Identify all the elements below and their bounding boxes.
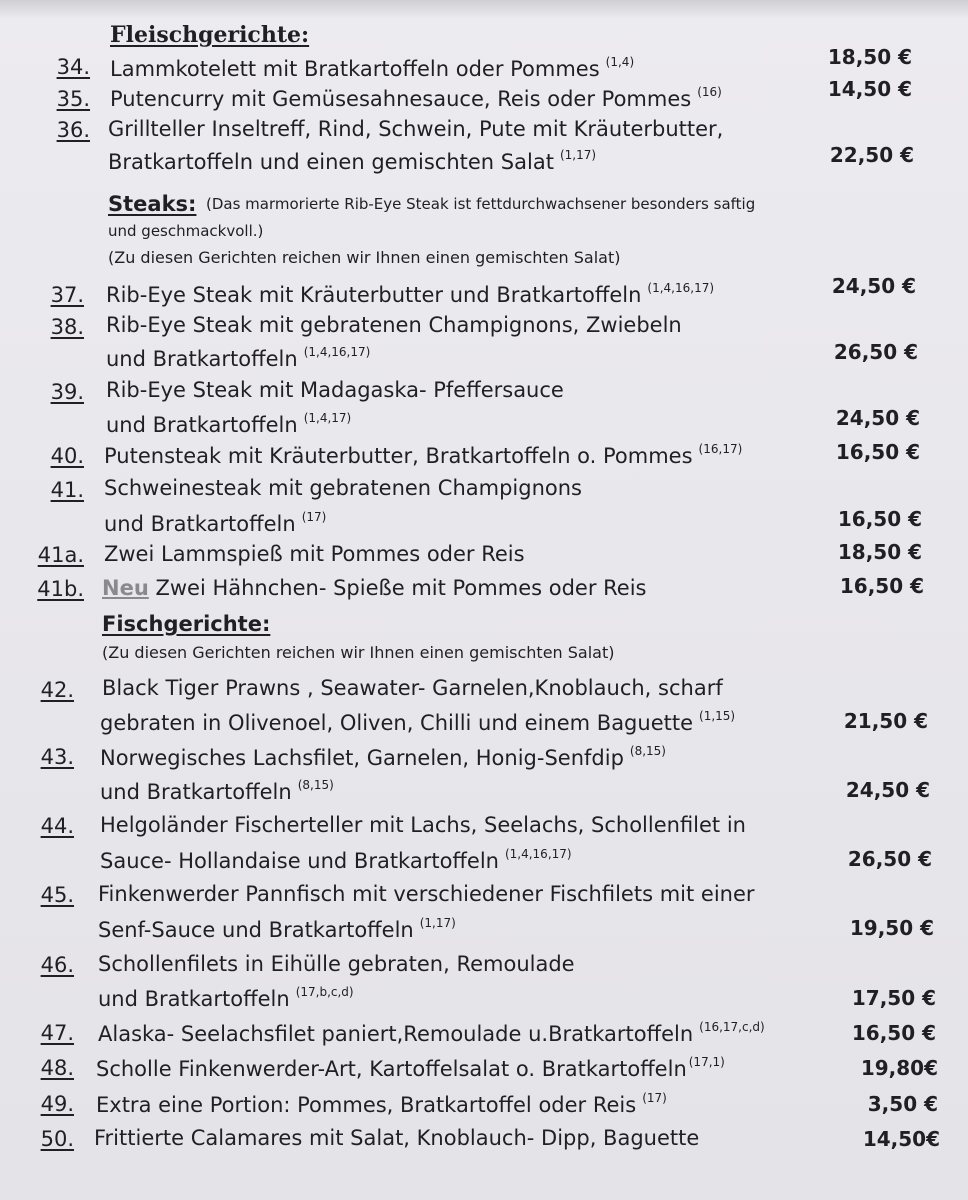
item-price: 3,50 €: [867, 1092, 938, 1116]
item-price: 19,80€: [860, 1056, 938, 1080]
item-price: 16,50 €: [835, 440, 920, 464]
item-allergens: (1,4,16,17): [303, 345, 371, 359]
item-text: Rib-Eye Steak mit Kräuterbutter und Bratkartoffeln: [106, 283, 642, 307]
item-price: 14,50 €: [827, 77, 912, 101]
item-number: 38.: [50, 315, 84, 339]
item-allergens: (1,15): [699, 709, 736, 723]
section-note: und geschmackvoll.): [108, 222, 264, 240]
item-text: Scholle Finkenwerder-Art, Kartoffelsalat o. Bratkartoffeln: [96, 1057, 687, 1081]
item-text: Putensteak mit Kräuterbutter, Bratkartoffeln o. Pommes: [104, 444, 693, 468]
item-price: 18,50 €: [837, 540, 922, 564]
item-text: Putencurry mit Gemüsesahnesauce, Reis oder Pommes: [110, 87, 692, 111]
item-price: 24,50 €: [835, 406, 920, 430]
item-text-line2: Bratkartoffeln und einen gemischten Salat: [108, 150, 554, 174]
section-heading-steaks: Steaks:: [108, 192, 197, 216]
item-allergens-line1: (8,15): [629, 744, 666, 758]
item-price: 17,50 €: [851, 986, 936, 1010]
section-note: (Zu diesen Gerichten reichen wir Ihnen einen gemischten Salat): [108, 248, 621, 267]
item-text-line2: gebraten in Olivenoel, Oliven, Chilli und einem Baguette: [100, 711, 694, 735]
item-text: Norwegisches Lachsfilet, Garnelen, Honig-Senfdip: [100, 746, 624, 770]
item-text: Lammkotelett mit Bratkartoffeln oder Pommes: [110, 57, 600, 81]
item-price: 26,50 €: [833, 340, 918, 364]
item-text: Finkenwerder Pannfisch mit verschiedener Fischfilets mit einer: [98, 882, 755, 906]
item-allergens: (17,b,c,d): [295, 985, 354, 999]
item-price: 16,50 €: [839, 574, 924, 598]
item-price: 24,50 €: [845, 778, 930, 802]
item-text: Schweinesteak mit gebratenen Champignons: [104, 476, 582, 500]
item-allergens: (17,1): [688, 1055, 725, 1069]
item-price: 26,50 €: [847, 847, 932, 871]
item-text: Alaska- Seelachsfilet paniert,Remoulade u.Bratkartoffeln: [98, 1022, 694, 1046]
item-text-line2: und Bratkartoffeln: [106, 413, 298, 437]
item-price: 16,50 €: [837, 507, 922, 531]
item-allergens: (1,17): [559, 148, 597, 162]
item-number: 39.: [50, 380, 84, 404]
page-top-edge: [0, 0, 968, 18]
item-number: 41b.: [37, 577, 84, 601]
item-price: 16,50 €: [851, 1021, 936, 1045]
item-number: 34.: [56, 55, 90, 79]
item-number: 35.: [56, 87, 90, 111]
item-text: Frittierte Calamares mit Salat, Knoblauch- Dipp, Baguette: [94, 1126, 700, 1150]
item-text-line2: Sauce- Hollandaise und Bratkartoffeln: [100, 849, 499, 873]
item-text-line2: und Bratkartoffeln: [98, 987, 290, 1011]
item-text: Zwei Hähnchen- Spieße mit Pommes oder Reis: [155, 576, 647, 600]
item-price: 21,50 €: [843, 709, 928, 733]
item-text: Helgoländer Fischerteller mit Lachs, Seelachs, Schollenfilet in: [100, 813, 746, 837]
item-text-line2: und Bratkartoffeln: [106, 347, 298, 371]
item-price: 18,50 €: [827, 45, 912, 69]
item-allergens: (1,17): [419, 916, 456, 930]
item-allergens: (1,4,16,17): [504, 847, 572, 861]
item-price: 24,50 €: [831, 274, 916, 298]
section-heading-fisch: Fischgerichte:: [102, 612, 271, 636]
section-note: (Zu diesen Gerichten reichen wir Ihnen einen gemischten Salat): [102, 643, 615, 662]
item-number: 45.: [40, 883, 74, 907]
item-allergens: (8,15): [297, 778, 334, 792]
item-text-line2: und Bratkartoffeln: [104, 512, 296, 536]
item-number: 48.: [40, 1056, 74, 1080]
item-number: 50.: [40, 1127, 74, 1151]
item-price: 14,50€: [862, 1127, 940, 1151]
item-number: 44.: [40, 814, 74, 838]
item-text: Zwei Lammspieß mit Pommes oder Reis: [104, 542, 525, 566]
item-number: 40.: [50, 444, 84, 468]
item-price: 19,50 €: [849, 916, 934, 940]
item-allergens: (16): [697, 85, 722, 99]
item-number: 47.: [40, 1021, 74, 1045]
item-allergens: (16,17,c,d): [699, 1020, 765, 1034]
item-number: 41a.: [37, 543, 84, 567]
item-text: Grillteller Inseltreff, Rind, Schwein, Pute mit Kräuterbutter,: [108, 117, 724, 141]
new-badge: Neu: [102, 576, 149, 600]
item-allergens: (17): [301, 510, 327, 524]
item-text-line2: und Bratkartoffeln: [100, 780, 292, 804]
item-allergens: (1,4,16,17): [647, 281, 715, 295]
item-number: 41.: [50, 478, 84, 502]
item-number: 46.: [40, 953, 74, 977]
item-number: 49.: [40, 1092, 74, 1116]
item-allergens: (1,4): [605, 55, 635, 69]
item-allergens: (1,4,17): [303, 411, 352, 425]
item-text-line2: Senf-Sauce und Bratkartoffeln: [98, 918, 414, 942]
item-text: Rib-Eye Steak mit Madagaska- Pfeffersauce: [106, 378, 564, 402]
item-allergens: (16,17): [698, 442, 743, 456]
item-text: Black Tiger Prawns , Seawater- Garnelen,Knoblauch, scharf: [102, 676, 723, 700]
item-number: 42.: [40, 678, 74, 702]
item-price: 22,50 €: [829, 143, 914, 167]
item-allergens: (17): [642, 1091, 667, 1105]
item-number: 43.: [40, 745, 74, 769]
section-heading-fleisch: Fleischgerichte:: [110, 22, 310, 48]
item-text: Schollenfilets in Eihülle gebraten, Remoulade: [98, 952, 575, 976]
item-text: Extra eine Portion: Pommes, Bratkartoffel oder Reis: [96, 1093, 637, 1117]
item-number: 37.: [50, 283, 84, 307]
item-number: 36.: [56, 118, 90, 142]
item-text: Rib-Eye Steak mit gebratenen Champignons, Zwiebeln: [106, 313, 682, 337]
section-note: (Das marmorierte Rib-Eye Steak ist fettdurchwachsener besonders saftig: [206, 195, 756, 213]
